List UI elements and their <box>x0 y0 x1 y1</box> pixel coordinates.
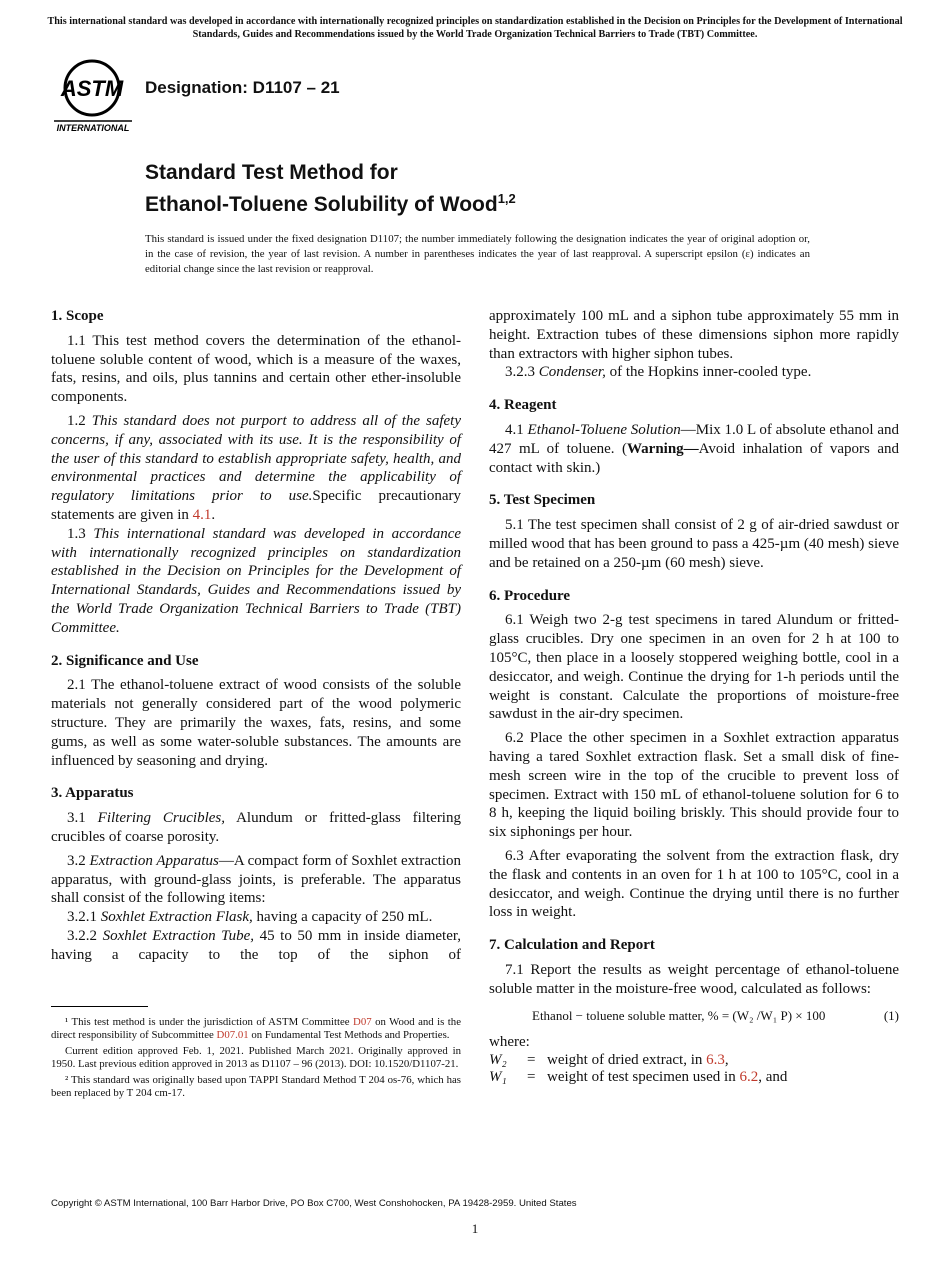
equation-number: (1) <box>883 1007 899 1023</box>
copyright: Copyright © ASTM International, 100 Barr Harbor Drive, PO Box C700, West Conshohocken, PA 19428-2959. United States <box>51 1198 577 1209</box>
logo-subtext: INTERNATIONAL <box>56 123 130 133</box>
designation: Designation: D1107 – 21 <box>145 78 340 97</box>
para-5-1: 5.1 The test specimen shall consist of 2 g of air-dried sawdust or milled wood that has been ground to pass a 425-µm (40 mesh) sieve and be retained on a 250-µm (60 mesh) sieve. <box>489 517 899 571</box>
left-column <box>51 307 461 965</box>
para-3-1: 3.1 Filtering Crucibles, Alundum or fritted-glass filtering crucibles of coarse porosity. <box>51 810 461 845</box>
ref-d07-link[interactable]: D07 <box>353 1016 372 1028</box>
page-number: 1 <box>471 1221 479 1236</box>
ref-d07-01-link[interactable]: D07.01 <box>216 1029 249 1042</box>
section-heading-scope: 1. Scope <box>51 308 104 324</box>
footnote-1: ¹ This test method is under the jurisdiction of ASTM Committee D07 on Wood and is the direct responsibility of Subcommittee D07.01 on Fundamental Test Methods and Properties. <box>51 1016 461 1042</box>
header-note: This international standard was developed in accordance with internationally recognized principles on standardization established in the Decision on Principles for the Development of International Standards, Guides and Recommendations issued by the World Trade Organization Technical Barriers to Trade (TBT) Committee. <box>47 16 903 40</box>
equation-1 <box>489 1007 899 1026</box>
section-heading-procedure: 6. Procedure <box>489 587 571 604</box>
document-title <box>145 160 516 218</box>
para-3-2-3: 3.2.3 Condenser, of the Hopkins inner-cooled type. <box>505 364 812 381</box>
para-3-2-1: 3.2.1 Soxhlet Extraction Flask, having a capacity of 250 mL. <box>67 909 433 926</box>
para-1-3: 1.3 This international standard was developed in accordance with internationally recognized principles on standardization established in the Decision on Principles for the Development of International Standards, Guides and Recommendations issued by the World Trade Organization Technical Barriers to Trade (TBT) Committee. <box>51 525 462 636</box>
footnote-1-edition: Current edition approved Feb. 1, 2021. Published March 2021. Originally approved in 1950. Last previous edition approved in 2013 as D1107 – 96 (2013). DOI: 10.1520/D1107-21. <box>51 1044 461 1071</box>
logo-text: ASTM <box>60 76 124 101</box>
title-footnote-marks: 1,2 <box>497 191 516 206</box>
section-heading-test-specimen: 5. Test Specimen <box>489 492 596 509</box>
para-1-2: 1.2 This standard does not purport to address all of the safety concerns, if any, associated with its use. It is the responsibility of the user of this standard to establish appropriate safety, health, and environmental practices and determine the applicability of regulatory limitations prior to use.Specific precautionary statements are given in 4.1. <box>51 412 462 523</box>
footnotes <box>51 1016 461 1102</box>
title-line1: Standard Test Method for <box>145 161 398 184</box>
footnote-2: ² This standard was originally based upon TAPPI Standard Method T 204 os-76, which has been replaced by T 204 cm-17. <box>51 1073 461 1100</box>
astm-logo-icon <box>52 55 136 135</box>
title-line2: Ethanol-Toluene Solubility of Wood <box>145 193 498 216</box>
para-3-2-2-continued: approximately 100 mL and a siphon tube approximately 55 mm in height. Extraction tubes of these dimensions siphon more rapidly than extractors with higher siphon tubes. <box>489 308 899 362</box>
section-heading-apparatus: 3. Apparatus <box>51 785 134 802</box>
para-3-2-2: 3.2.2 Soxhlet Extraction Tube, 45 to 50 mm in inside diameter, having a capacity to the top of the siphon of <box>51 927 462 963</box>
definition-w1: W₁ = weight of test specimen used in 6.2, and <box>489 1069 788 1086</box>
footnote-rule <box>51 1006 148 1007</box>
para-3-2: 3.2 Extraction Apparatus—A compact form of Soxhlet extraction apparatus, with ground-glass joints, is preferable. The apparatus shall consist of the following items: <box>51 852 461 907</box>
definition-w2: W₂ = weight of dried extract, in 6.3, <box>489 1052 729 1069</box>
where-label: where: <box>489 1034 530 1051</box>
para-1-1: 1.1 This test method covers the determination of the ethanol-toluene soluble content of wood, which is a measure of the waxes, fats, resins, and oils, plus tannins and certain other ether-insoluble components. <box>51 332 461 406</box>
astm-logo <box>52 55 136 135</box>
ref-4-1-link[interactable]: 4.1 <box>192 506 212 523</box>
para-6-3: 6.3 After evaporating the solvent from the extraction flask, dry the flask and contents in an oven for 1 h at 100 to 105°C, cool in a desiccator, and weigh. Continue the drying until there is no further loss in weight. <box>489 847 899 921</box>
para-6-1: 6.1 Weigh two 2-g test specimens in tared Alundum or fritted-glass crucibles. Dry one specimen in an oven for 2 h at 100 to 105°C, then place in a loosely stoppered weighing bottle, cool in a desiccator, and weigh. Continue the drying for 1-h periods until the weight is constant. Calculate the proportions of moisture-free sawdust in the air-dry specimen. <box>489 612 899 723</box>
issued-note: This standard is issued under the fixed designation D1107; the number immediately following the designation indicates the year of original adoption or, in the case of revision, the year of last revision. A number in parentheses indicates the year of last reapproval. A superscript epsilon (ε) indicates an editorial change since the last revision or reapproval. <box>145 233 810 275</box>
section-heading-calculation: 7. Calculation and Report <box>489 937 655 954</box>
ref-6-3-link[interactable]: 6.3 <box>706 1052 725 1069</box>
para-7-1: 7.1 Report the results as weight percentage of ethanol-toluene soluble matter in the moisture-free wood, calculated as follows: <box>489 961 899 997</box>
section-heading-reagent: 4. Reagent <box>489 397 557 414</box>
para-6-2: 6.2 Place the other specimen in a Soxhlet extraction apparatus having a tared Soxhlet extraction flask. Set a small disk of fine-mesh screen wire in the top of the crucible to prevent loss of specimen. Extract with 150 mL of ethanol-toluene solution for 6 to 8 h, keeping the liquid boiling briskly. This should provide four to six siphonings per hour. <box>489 730 899 841</box>
para-2-1: 2.1 The ethanol-toluene extract of wood consists of the soluble materials not generally considered part of the wood polymeric structure. They are primarily the waxes, fats, resins, and some gums, as well as some water-soluble substances. The amounts are influenced by seasoning and drying. <box>51 677 461 769</box>
ref-6-2-link[interactable]: 6.2 <box>739 1069 759 1086</box>
section-heading-significance: 2. Significance and Use <box>51 652 199 669</box>
equation-text: Ethanol − toluene soluble matter, % = (W₂ /W₁ P) × 100 <box>532 1007 826 1023</box>
right-column <box>489 307 899 1086</box>
para-4-1: 4.1 Ethanol-Toluene Solution—Mix 1.0 L of absolute ethanol and 427 mL of toluene. (Warning—Avoid inhalation of vapors and contact with skin.) <box>489 421 900 476</box>
